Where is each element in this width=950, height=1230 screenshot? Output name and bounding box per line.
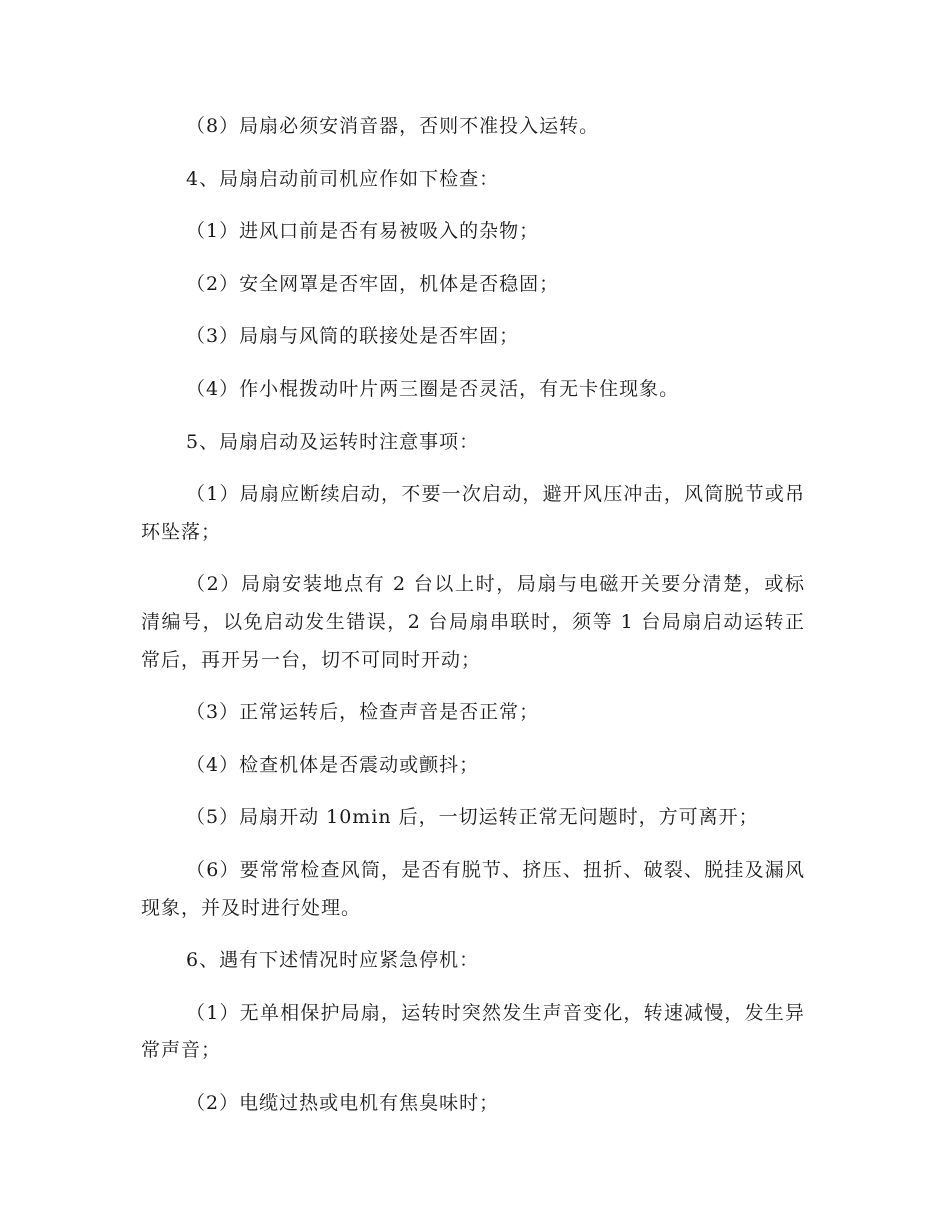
section-heading-4: 4、局扇启动前司机应作如下检查： [186, 167, 500, 190]
paragraph-check-4: （4）作小棍拨动叶片两三圈是否灵活，有无卡住现象。 [186, 377, 680, 400]
section-heading-6: 6、遇有下述情况时应紧急停机： [186, 949, 480, 972]
paragraph-operation-2: （2）局扇安装地点有 2 台以上时，局扇与电磁开关要分清楚，或标清编号，以免启动发生错误，2 台局扇串联时，须等 1 台局扇启动运转正常后，再开另一台，切不可同时开动； [141, 573, 805, 671]
paragraph-operation-5: （5）局扇开动 10min 后，一切运转正常无问题时，方可离开； [186, 806, 759, 829]
paragraph-check-1: （1）进风口前是否有易被吸入的杂物； [186, 220, 540, 243]
paragraph-operation-4: （4）检查机体是否震动或颤抖； [186, 753, 480, 776]
document-body [141, 108, 805, 1122]
section-heading-5: 5、局扇启动及运转时注意事项： [186, 430, 480, 453]
paragraph-operation-3: （3）正常运转后，检查声音是否正常； [186, 701, 540, 724]
paragraph-check-3: （3）局扇与风筒的联接处是否牢固； [186, 325, 520, 348]
paragraph-operation-6: （6）要常常检查风筒，是否有脱节、挤压、扭折、破裂、脱挂及漏风现象，并及时进行处理。 [141, 858, 805, 919]
paragraph-operation-1: （1）局扇应断续启动，不要一次启动，避开风压冲击，风筒脱节或吊环坠落； [141, 483, 805, 543]
paragraph-check-2: （2）安全网罩是否牢固，机体是否稳固； [186, 272, 560, 295]
paragraph-emergency-2: （2）电缆过热或电机有焦臭味时； [186, 1091, 500, 1114]
paragraph-item-8-silencer: （8）局扇必须安消音器，否则不准投入运转。 [186, 115, 600, 137]
paragraph-emergency-1: （1）无单相保护局扇，运转时突然发生声音变化，转速减慢，发生异常声音； [141, 1001, 805, 1062]
